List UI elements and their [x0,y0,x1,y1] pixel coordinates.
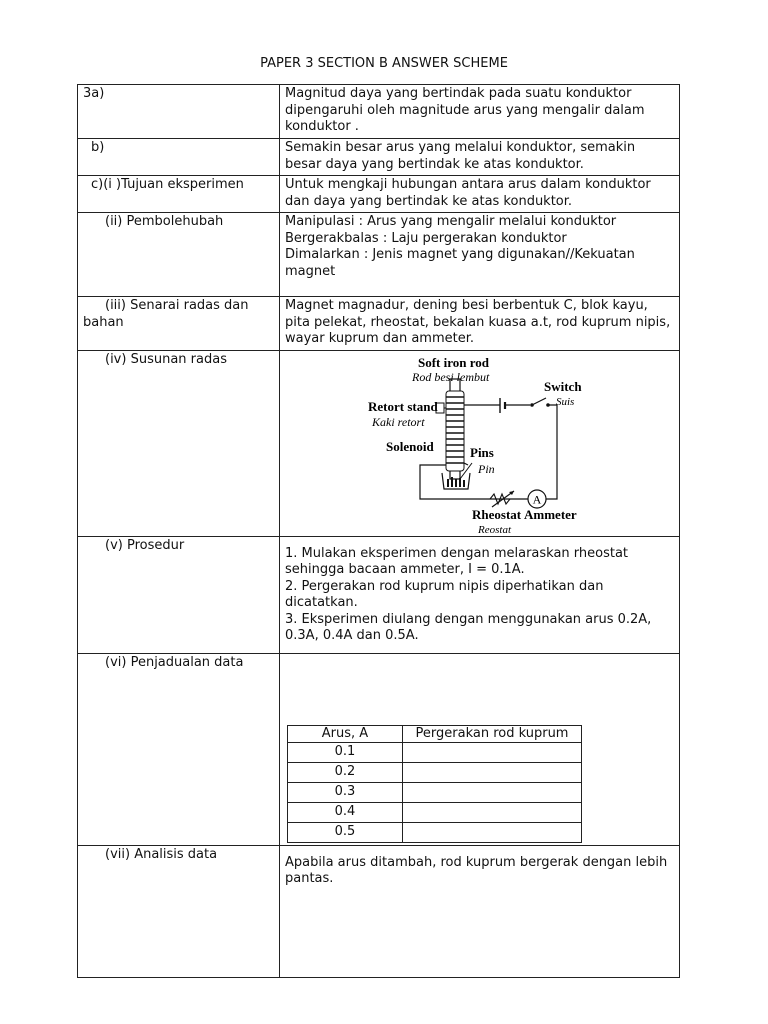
switch-label: Switch [544,378,582,394]
row-answer-cell [280,845,680,977]
row-label-cell [78,653,280,845]
soft-iron-rod-ms-label: Rod besi lembut [412,369,490,384]
movement-cell [403,802,582,822]
row-label: (vii) Analisis data [105,846,218,862]
row-label-cell [78,845,280,977]
row-label-cell [78,139,280,176]
answer-text: Manipulasi : Arus yang mengalir melalui konduktor [285,214,617,229]
table-row [288,822,582,842]
table-row [288,782,582,802]
answer-text: Semakin besar arus yang melalui konduktor, semakin besar daya yang bertindak ke atas konduktor. [285,140,636,172]
row-answer-cell [280,176,680,213]
movement-cell [403,742,582,762]
answer-scheme-table [77,84,680,978]
table-row [78,85,680,139]
answer-text: 3. Eksperimen diulang dengan menggunakan arus 0.2A, 0.3A, 0.4A dan 0.5A. [285,611,652,643]
row-answer-cell [280,536,680,653]
rheostat-label: Rheostat [472,506,522,522]
table-row [288,802,582,822]
row-answer-cell [280,85,680,139]
page-title: PAPER 3 SECTION B ANSWER SCHEME [260,56,508,71]
answer-text: Magnet magnadur, dening besi berbentuk C, blok kayu, pita pelekat, rheostat, bekalan kuasa a.t, rod kuprum nipis, wayar kuprum dan ammeter. [285,298,671,346]
row-label: (v) Prosedur [105,537,185,553]
answer-text: 1. Mulakan eksperimen dengan melaraskan rheostat sehingga bacaan ammeter, I = 0.1A. [285,545,629,577]
table-header-row [288,725,582,742]
retort-stand-ms-label: Kaki retort [372,414,425,429]
column-header: Arus, A [288,725,403,742]
pins-label: Pins [470,444,494,460]
table-row [78,350,680,536]
current-cell: 0.5 [288,822,403,842]
row-answer-cell [280,653,680,845]
movement-cell [403,762,582,782]
row-label-cell [78,85,280,139]
row-label-cell [78,213,280,297]
row-label: (vi) Penjadualan data [105,654,244,670]
ammeter-label: Ammeter [524,506,577,522]
table-row [78,297,680,351]
table-row [288,742,582,762]
row-label-cell [78,350,280,536]
table-row [78,139,680,176]
row-label: (ii) Pembolehubah [105,214,224,229]
row-label-cell [78,536,280,653]
table-row [78,213,680,297]
row-label: (iii) Senarai radas dan bahan [83,298,249,330]
retort-stand-label: Retort stand [368,398,438,414]
current-cell: 0.3 [288,782,403,802]
current-cell: 0.2 [288,762,403,782]
switch-ms-label: Suis [556,395,575,408]
answer-text: Bergerakbalas : Laju pergerakan konduktor [285,230,567,246]
row-answer-cell [280,213,680,297]
answer-text: Magnitud daya yang bertindak pada suatu konduktor dipengaruhi oleh magnitude arus yang mengalir dalam konduktor . [285,86,645,134]
row-answer-cell [280,297,680,351]
answer-text: Apabila arus ditambah, rod kuprum bergerak dengan lebih pantas. [285,854,668,886]
table-row [288,762,582,782]
table-row [78,536,680,653]
row-label: c)(i )Tujuan eksperimen [91,177,244,192]
row-label: (iv) Susunan radas [105,351,227,367]
column-header: Pergerakan rod kuprum [403,725,582,742]
table-row [78,653,680,845]
table-row [78,176,680,213]
row-answer-cell [280,139,680,176]
answer-text: Dimalarkan : Jenis magnet yang digunakan//Kekuatan magnet [285,247,635,279]
current-cell: 0.1 [288,742,403,762]
ammeter-symbol: A [532,492,542,506]
apparatus-diagram [280,351,679,531]
data-tabulation-table [287,725,582,843]
row-label-cell [78,176,280,213]
row-label-cell [78,297,280,351]
table-row [78,845,680,977]
pins-ms-label: Pin [478,461,495,476]
apparatus-diagram-svg [350,353,585,533]
current-cell: 0.4 [288,802,403,822]
soft-iron-rod-label: Soft iron rod [418,354,490,370]
movement-cell [403,822,582,842]
row-label: b) [91,140,105,155]
movement-cell [403,782,582,802]
solenoid-label: Solenoid [386,438,434,454]
answer-text: 2. Pergerakan rod kuprum nipis diperhatikan dan dicatatkan. [285,578,604,610]
rheostat-ms-label: Reostat [478,523,511,533]
answer-text: Untuk mengkaji hubungan antara arus dalam konduktor dan daya yang bertindak ke atas konduktor. [285,177,651,209]
row-label: 3a) [83,86,105,101]
row-answer-cell [280,350,680,536]
